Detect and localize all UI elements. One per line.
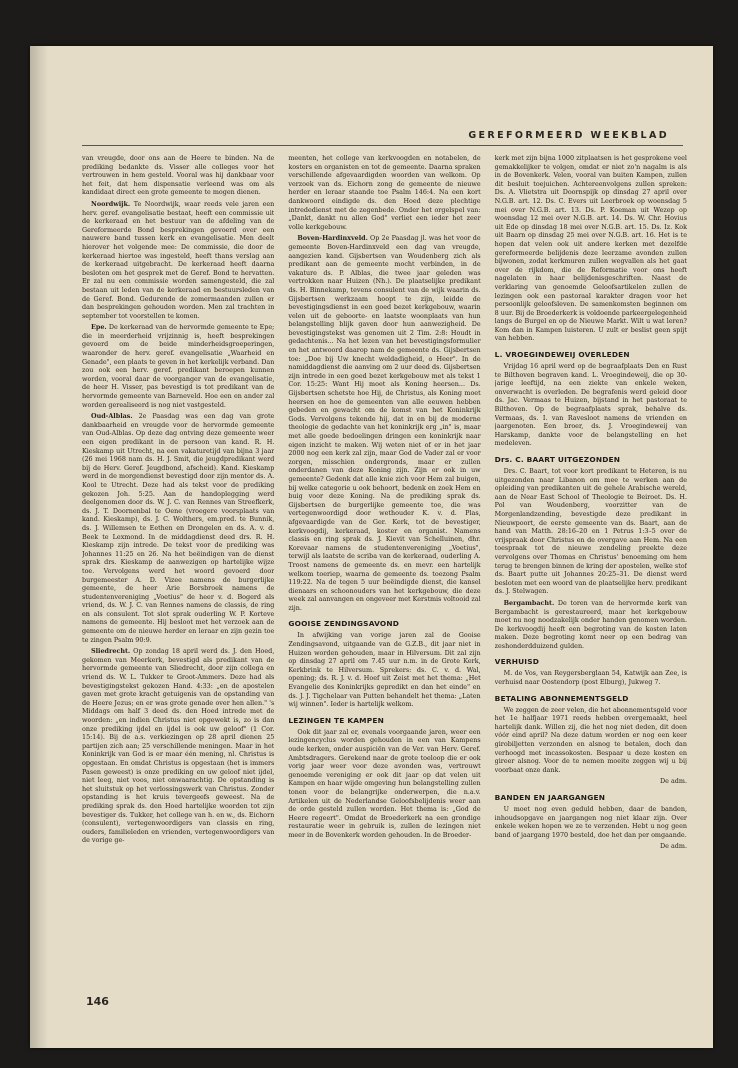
paragraph-run-in-heading: Noordwijk.: [91, 199, 131, 208]
article-paragraph: [82, 412, 274, 644]
paragraph-text: In afwijking van vorige jaren zal de Gooise Zendingsavond, uitgaande van de G.Z.B., dit jaar niet in Huizen worden gehouden, maar in Hilversum. Dit zal zijn op dinsdag 27 april om 7.45 uur n.m. in de Grote Kerk, Kerkbrink te Hilversum. Sprekers: ds. C. v. d. Wal, opening; ds. R. J. v. d. Hoef uit Zeist met het thema: „Het Evangelie des Koninkrijks gepredikt en dan het einde" en ds. J. J. Tigchelaar van Putten behandelt het thema: „Laten wij winnen". Ieder is hartelijk welkom.: [288, 631, 481, 709]
paragraph-text: De toren van de hervormde kerk van Bergambacht is gerestaureerd, maar het kerkgebouw moet nu nog noodzakelijk onder handen genomen worden. De kerkvoogdij heeft een begroting van de kosten laten maken. Deze begroting komt neer op een bedrag van zeshonderdduizend gulden.: [494, 598, 687, 650]
article-paragraph: [495, 599, 687, 651]
header-rule: [82, 145, 683, 146]
article-paragraph: [82, 647, 274, 845]
paragraph-text: Vrijdag 16 april werd op de begraafplaats Den en Rust te Bilthoven begraven kand. L. Vroegindeweij, die op 30-jarige leeftijd, na een ziekte van enkele weken, onverwacht is overleden. De begrafenis werd geleid door ds. Jac. Vermaas te Huizen, bijstand in het pastoraat te Bilthoven. Op de begraafplaats sprak, behalve ds. Vermaas, ds. I. van Ravesloot namens de vrienden en jaargenoten. Een broer, ds. J. Vroegindeweij van Harskamp, dankte voor de belangstelling en het medeleven.: [494, 362, 687, 448]
signature-line: De adm.: [660, 777, 687, 786]
paragraph-text: Op zondag 18 april werd ds. J. den Hoed, gekomen van Meerkerk, bevestigd als predikant van de hervormde gemeente van Sliedrecht, door zijn collega en vriend ds. W. L. Tukker te Groot-Ammers. Deze had als bevestigingstekst gekozen Hand. 4:33: „en de apostelen gaven met grote kracht getuigenis van de opstanding van de Heere Jezus; en er was grote genade over hen allen." 's Middags om half 3 deed ds. den Hoed intrede met de woorden: „en indien Christus niet opgewekt is, zo is dan onze prediking ijdel en ijdel is ook uw geloof" (1 Cor. 15:14). Bij de a.s. verkiezingen op 28 april dienen 25 partijen zich aan; 25 verschillende meningen. Maar in het Koninkrijk van God is er maar één mening, nl. Christus is opgestaan. En omdat Christus is opgestaan (het is immers Pasen geweest) is onze prediking en uw geloof niet ijdel, niet leeg, niet voos, niet onwaarachtig. De opstanding is het sluitstuk op het verlossingswerk van Christus. Zonder opstanding is het kruis tevergeefs geweest. Na de prediking sprak ds. den Hoed hartelijke woorden tot zijn bevestiger ds. Tukker, het college van h. en w., ds. Eichorn (consulent), vertegenwoordigers van classis en ring, ouders, familieleden en vrienden, vertegenwoordigers van de vorige ge-: [82, 647, 275, 845]
article-columns: [82, 154, 687, 986]
paragraph-run-in-heading: Sliedrecht.: [91, 647, 131, 656]
paragraph-text: De kerkeraad van de hervormde gemeente te Epe; die in meerderheid vrijzinnig is, heeft besprekingen gevoerd om de beide minderheidsgroeperingen, waaronder de herv. geref. evangelisatie „Waarheid en Genade", een plaats te geven in het kerkelijk verband. Dan zou ook een herv. geref. predikant beroepen kunnen worden, vooral daar de voorganger van de evangelisatie, de heer H. Visser, pas bevestigd is tot predikant van de hervormde gemeente van Barneveld. Hoe een en ander zal worden gerealiseerd is nog niet vastgesteld.: [82, 323, 275, 409]
article-paragraph: [495, 154, 687, 343]
section-heading: GOOISE ZENDINGSAVOND: [288, 619, 400, 629]
article-paragraph: [495, 467, 687, 596]
running-header: [82, 126, 683, 144]
article-paragraph: [288, 728, 480, 840]
paragraph-text: U moet nog even geduld hebben, daar de banden, inhoudsopgave en jaargangen nog niet klaar zijn. Over enkele weken hopen we ze te verzenden. Hebt u nog geen band of jaargang 1970 besteld, doe het dan per omgaande.: [494, 805, 687, 839]
paragraph-run-in-heading: Boven-Hardinxveld.: [297, 234, 368, 243]
section-heading: Drs. C. BAART UITGEZONDEN: [494, 455, 621, 464]
article-paragraph: [495, 669, 687, 686]
article-paragraph: [288, 154, 480, 231]
article-paragraph: [288, 631, 480, 708]
paragraph-text: Op 2e Paasdag jl. was het voor de gemeente Boven-Hardinxveld een dag van vreugde, aangezien kand. Gijsbertsen van Woudenberg zich als predikant aan de gemeente mocht verbinden, in de vakature ds. P. Alblas, die twee jaar geleden was vertrokken naar Huizen (Nh.). De plaatselijke predikant ds. H. Binnekamp, tevens consulent van de wijk waarin ds. Gijsbertsen werkzaam hoopt te zijn, leidde de bevestigingsdienst in een goed bezet kerkgebouw, waarin velen uit de geboorte- en laatste woonplaats van hun belangstelling blijk gaven door hun aanwezigheid. De bevestigingstekst was genomen uit 2 Tim. 2:8: Houdt in gedachtenis... Na het lezen van het bevestigingsformulier en het antwoord daarop nam de gemeente ds. Gijsbertsen toe: „Doe bij Uw knecht weldadigheid, o Heer". In de namiddagdienst die aanving om 2 uur deed ds. Gijsbertsen zijn intrede in een goed bezet kerkgebouw met als tekst 1 Cor. 15:25: Want Hij moet als Koning heersen... Ds. Gijsbertsen schetste hoe Hij, de Christus, als Koning moet heersen en hoe de gemeenten van alle eeuwen hebben gebeden en gewacht om de komst van het Koninkrijk Gods. Vervolgens tekende hij, dat in en bij de moderne theologie de gedachte van het koninkrijk erg „in" is, maar met alle goede bedoelingen dringen een koninkrijk naar eigen inzicht te maken. Wij weten niet of er in het jaar 2000 nog een kerk zal zijn, maar God de Vader zal er voor zorgen, misschien ondergronds, maar er zullen onderdanen van deze Koning zijn. Zijn er ook in uw gemeente? Gedenk dat alle knie zich voor Hem zal buigen, bij welke categorie u ook behoort, bedenk en zoek Hem en buig voor deze Koning. Na de prediking sprak ds. Gijsbertsen de burgerlijke gemeente toe, die was vertegenwoordigd door wethouder K. v. d. Plas, afgevaardigde van de Ger. Kerk, tot de bevestiger, kerkvoogdij, kerkeraad, koster en organist. Namens classis en ring sprak ds. J. Kievit van Schelluinen, dhr. Korevaar namens de studentenvereniging „Voetius", terwijl als laatste de scriba van de kerkeraad, ouderling A. Troost namens de gemeente ds. en mevr. een hartelijk welkom toeriep, waarna de gemeente ds. toezong Psalm 119:22. Na de tegen 5 uur beëindigde dienst, die kansel dienaars en schoonouders van het kerkgebouw, die deze week zal aanvangen en ongeveer met Kerstmis voltooid zal zijn.: [288, 234, 481, 612]
article-paragraph: [82, 154, 274, 197]
page-number: 146: [86, 995, 109, 1008]
paragraph-run-in-heading: Oud-Alblas.: [91, 412, 133, 421]
article-paragraph: [495, 706, 687, 775]
paragraph-text: kerk met zijn bijna 1000 zitplaatsen is het gesprokene veel gemakkelijker te volgen, omdat er niet zo'n nagalm is als in de Bovenkerk. Velen, vooral van buiten Kampen, zullen dit besluit toejuichen. Achtereenvolgens zullen spreken: Ds. A. Vlietstra uit Doornspijk op dinsdag 27 april over N.G.B. art. 12. Ds. C. Evers uit Leerbroek op woensdag 5 mei over N.G.B. art. 13. Ds. P. Koeman uit Wezep op woensdag 12 mei over N.G.B. art. 14. Ds. W. Chr. Hovius uit Ede op dinsdag 18 mei over N.G.B. art. 15. Ds. Iz. Kok uit Baarn op dinsdag 25 mei over N.G.B. art. 16. Het is te hopen dat velen ook uit andere kerken met dezelfde gereformeerde belijdenis deze leerzame avonden zullen bijwonen, zodat kerkmuren zullen wegvallen als het gaat over de rijkdom, die de Reformatie voor ons heeft nagelaten in haar belijdenisgeschriften. Naast de verklaring van genoemde Geloofsartikelen zullen de lezingen ook een pastoraal karakter dragen voor het persoonlijk geloofsleven. De samenkomsten beginnen om 8 uur. Bij de Broederkerk is voldoende parkeergelegenheid langs de Burgel en op de Nieuwe Markt. Wilt u wat leren? Kom dan in Kampen luisteren. U zult er beslist geen spijt van hebben.: [494, 154, 687, 343]
paragraph-text: 2e Paasdag was een dag van grote dankbaarheid en vreugde voor de hervormde gemeente van Oud-Alblas. Op deze dag ontving deze gemeente weer een eigen predikant in de persoon van kand. R. H. Kieskamp uit Utrecht, na een vakaturetijd van bijna 3 jaar (26 mei 1968 nam ds. H. J. Smit, die jeugdpredikant werd bij de Herv. Geref. Jeugdbond, afscheid). Kand. Kieskamp werd in de morgendienst bevestigd door zijn mentor ds. A. Kool te Utrecht. Deze had als tekst voor de prediking gekozen Joh. 5:25. Aan de handoplegging werd deelgenomen door ds. W. J. C. van Rennes van Streefkerk, ds. J. T. Doornenbal te Oene (vroegere voorsplaats van kand. Kieskamp), ds. J. C. Wolthers, em.pred. te Bunnik, ds. J. Willemsen te Eethen en Drongelen en ds. A. v. d. Beek te Lexmond. In de middagdienst deed drs. R. H. Kieskamp zijn intrede. De tekst voor de prediking was Johannes 11:25 en 26. Na het beëindigen van de dienst sprak drs. Kieskamp de aanwezigen op hartelijke wijze toe. Vervolgens werd het woord gevoerd door burgemeester A. D. Vizee namens de burgerlijke gemeente, de heer Arie Borsbroek namens de studentenvereniging „Voetius" de heer v. d. Bogerd als vriend, ds. W. J. C. van Rennes namens de classis, de ring en als consulent. Tot slot sprak ouderling W. P. Korteve namens de gemeente. Hij besloot met het verzoek aan de gemeente om de nieuwe herder en leraar en zijn gezin toe te zingen Psalm 90:9.: [82, 412, 275, 644]
article-paragraph: [82, 200, 274, 320]
paragraph-text: M. de Vos, van Reygersberglaan 54, Katwijk aan Zee, is verhuisd naar Oostendorp (post Elburg), Jukweg 7.: [494, 669, 687, 687]
paragraph-text: We zeggen de zeer velen, die het abonnementsgeld voor het 1e halfjaar 1971 reeds hebben overgemaakt, heel hartelijk dank. Willen zij, die het nog niet deden, dit doen vóór eind april? Na deze datum worden er nog een keer girobiljetten verzonden en alsnog te betalen, doch dan verhoogd met incassokosten. Bespaar u deze kosten en gireer alsnog. Voor de te nemen moeite zeggen wij u bij voorbaat onze dank.: [494, 705, 687, 774]
section-heading: VERHUISD: [494, 657, 540, 667]
paragraph-run-in-heading: Bergambacht.: [503, 598, 555, 607]
article-paragraph: [82, 323, 274, 409]
paragraph-text: meenten, het college van kerkvoogden en notabelen, de kosters en organisten en tot de gemeente. Daarna spraken verschillende afgevaardigden woorden van welkom. Op verzoek van ds. Eichorn zong de gemeente de nieuwe herder en leraar staande toe Psalm 146:4. Na een kort dankwoord eindigde ds. den Hoed deze plechtige intrededienst met de zegenbede. Onder het orgelspel van: „Dankt, dankt nu allen God" verliet een ieder het zeer volle kerkgebouw.: [288, 154, 481, 231]
magazine-page: [30, 46, 713, 1048]
paragraph-text: Drs. C. Baart, tot voor kort predikant te Heteren, is nu uitgezonden naar Libanon om mee te werken aan de opleiding van predikanten uit de gehele Arabische wereld, aan de Near East School of Theologie te Beiroet. Ds. H. Pol van Woudenberg, voorzitter van de Morgenlandzending, bevestigde deze predikant in Nieuwpoort, de eerste gemeente van ds. Baart, aan de hand van Matth. 28:16–20 en 1 Petrus 1:3–5 over de vrijspraak door Christus en de overgave aan Hem. Na een toespraak tot de nieuwe zendeling preekte deze vervolgens over Thomas en Christus' benoeming om hem terug te brengen binnen de kring der apostelen, welke stof ds. Baart putte uit Johannes 20:25–31. De dienst werd besloten met een woord van de plaatselijke herv. predikant ds. J. Stelwagen.: [494, 467, 687, 596]
article-paragraph: [288, 234, 480, 612]
paragraph-text: Ook dit jaar zal er, evenals voorgaande jaren, weer een lezingencyclus worden gehouden in een van Kampens oude kerken, onder auspiciën van de Ver. van Herv. Geref. Ambtsdragers. Gerekend naar de grote toeloop die er ook vorig jaar weer voor deze avonden was, vertrouwt genoemde vereniging er ook dit jaar op dat velen uit Kampen en haar wijde omgeving hun belangstelling zullen tonen voor de belangrijke onderwerpen, die n.a.v. Artikelen uit de Nederlandse Geloofsbelijdenis weer aan de orde gesteld zullen worden. Het thema is: „God de Heere regeert". Omdat de Broederkerk na een grondige restauratie weer in gebruik is, zullen de lezingen niet meer in de Bovenkerk worden gehouden. In de Broeder-: [288, 727, 481, 839]
section-heading: L. VROEGINDEWEIJ OVERLEDEN: [494, 350, 630, 360]
article-paragraph: [495, 805, 687, 839]
section-heading: BETALING ABONNEMENTSGELD: [494, 693, 629, 703]
column-middle: [288, 154, 480, 986]
paragraph-text: Te Noordwijk, waar reeds vele jaren een herv. geref. evangelisatie bestaat, heeft een commissie uit de kerkeraad en het bestuur van de afdeling van de Gereformeerde Bond besprekingen gevoerd over een nauwere band tussen kerk en evangelisatie. Men deelt hierover het volgende mee: De commissie, die door de kerkeraad hiertoe was ingesteld, heeft thans verslag aan de kerkeraad uitgebracht. De kerkeraad heeft daarna besloten om het gesprek met de Geref. Bond te hervatten. Er zal nu een commissie worden samengesteld, die zal bestaan uit leden van de kerkeraad en bestuursleden van de Geref. Bond. Gedurende de zomermaanden zullen er dan besprekingen gehouden worden. Men zal trachten in september tot voorstellen te komen.: [82, 199, 275, 320]
paragraph-text: van vreugde, door ons aan de Heere te binden. Na de prediking bedankte ds. Visser alle colleges voor het vertrouwen in hem gesteld. Vooral was hij dankbaar voor het feit, dat hem dispensatie verleend was om als kandidaat direct een grote gemeente te mogen dienen.: [82, 154, 275, 197]
binding-shadow: [30, 46, 48, 1048]
section-heading: BANDEN EN JAARGANGEN: [494, 793, 606, 802]
column-left: [82, 154, 274, 986]
column-right: [495, 154, 687, 986]
paragraph-run-in-heading: Epe.: [91, 323, 107, 332]
publication-title: GEREFORMEERD WEEKBLAD: [468, 129, 669, 141]
section-heading: LEZINGEN TE KAMPEN: [288, 715, 384, 725]
article-paragraph: [495, 362, 687, 448]
signature-line: De adm.: [660, 842, 687, 851]
